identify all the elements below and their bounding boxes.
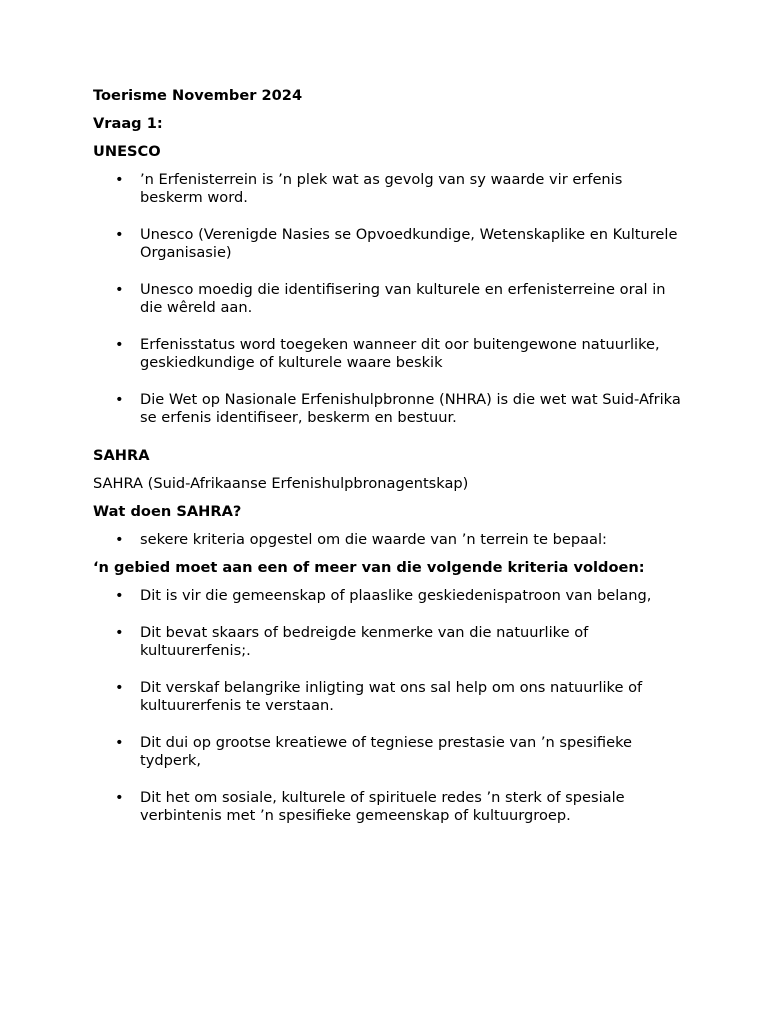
- list-item: [93, 171, 683, 207]
- list-item: [93, 587, 683, 605]
- bullet-icon: •: [115, 679, 124, 696]
- list-item-text: sekere kriteria opgestel om die waarde van ’n terrein te bepaal:: [140, 531, 607, 548]
- bullet-icon: •: [115, 226, 124, 243]
- bullet-icon: •: [115, 281, 124, 298]
- question-heading: Vraag 1:: [93, 115, 163, 132]
- criteria-bullet-list: [93, 587, 683, 825]
- list-item: [93, 531, 683, 549]
- list-item-text: ’n Erfenisterrein is ’n plek wat as gevolg van sy waarde vir erfenis beskerm word.: [140, 171, 623, 206]
- bullet-icon: •: [115, 531, 124, 548]
- list-item: [93, 226, 683, 262]
- list-item-text: Dit dui op grootse kreatiewe of tegniese prestasie van ’n spesifieke tydperk,: [140, 734, 633, 769]
- list-item-text: Die Wet op Nasionale Erfenishulpbronne (NHRA) is die wet wat Suid-Afrika se erfenis identifiseer, beskerm en bestuur.: [140, 391, 681, 426]
- bullet-icon: •: [115, 171, 124, 188]
- document-title: Toerisme November 2024: [93, 87, 303, 104]
- unesco-bullet-list: [93, 171, 683, 427]
- list-item-text: Dit is vir die gemeenskap of plaaslike geskiedenispatroon van belang,: [140, 587, 652, 604]
- bullet-icon: •: [115, 624, 124, 641]
- list-item-text: Dit verskaf belangrike inligting wat ons sal help om ons natuurlike of kultuurerfenis te verstaan.: [140, 679, 643, 714]
- list-item-text: Unesco (Verenigde Nasies se Opvoedkundige, Wetenskaplike en Kulturele Organisasie): [140, 226, 678, 261]
- bullet-icon: •: [115, 587, 124, 604]
- list-item: [93, 624, 683, 660]
- list-item: [93, 391, 683, 427]
- sahra-subheading: Wat doen SAHRA?: [93, 503, 242, 520]
- bullet-icon: •: [115, 391, 124, 408]
- bullet-icon: •: [115, 336, 124, 353]
- list-item-text: Erfenisstatus word toegeken wanneer dit oor buitengewone natuurlike, geskiedkundige of kulturele waare beskik: [140, 336, 660, 371]
- list-item: [93, 789, 683, 825]
- sahra-bullet-list: [93, 531, 683, 549]
- sahra-heading: SAHRA: [93, 447, 150, 464]
- bullet-icon: •: [115, 789, 124, 806]
- list-item-text: Dit bevat skaars of bedreigde kenmerke van die natuurlike of kultuurerfenis;.: [140, 624, 589, 659]
- list-item: [93, 679, 683, 715]
- document-page: [93, 87, 683, 835]
- list-item-text: Dit het om sosiale, kulturele of spirituele redes ’n sterk of spesiale verbintenis met ’n spesifieke gemeenskap of kultuurgroep.: [140, 789, 625, 824]
- criteria-heading: ‘n gebied moet aan een of meer van die volgende kriteria voldoen:: [93, 559, 645, 576]
- unesco-heading: UNESCO: [93, 143, 161, 160]
- list-item: [93, 734, 683, 770]
- list-item-text: Unesco moedig die identifisering van kulturele en erfenisterreine oral in die wêreld aan.: [140, 281, 666, 316]
- list-item: [93, 281, 683, 317]
- sahra-full-name: SAHRA (Suid-Afrikaanse Erfenishulpbronagentskap): [93, 475, 469, 492]
- list-item: [93, 336, 683, 372]
- bullet-icon: •: [115, 734, 124, 751]
